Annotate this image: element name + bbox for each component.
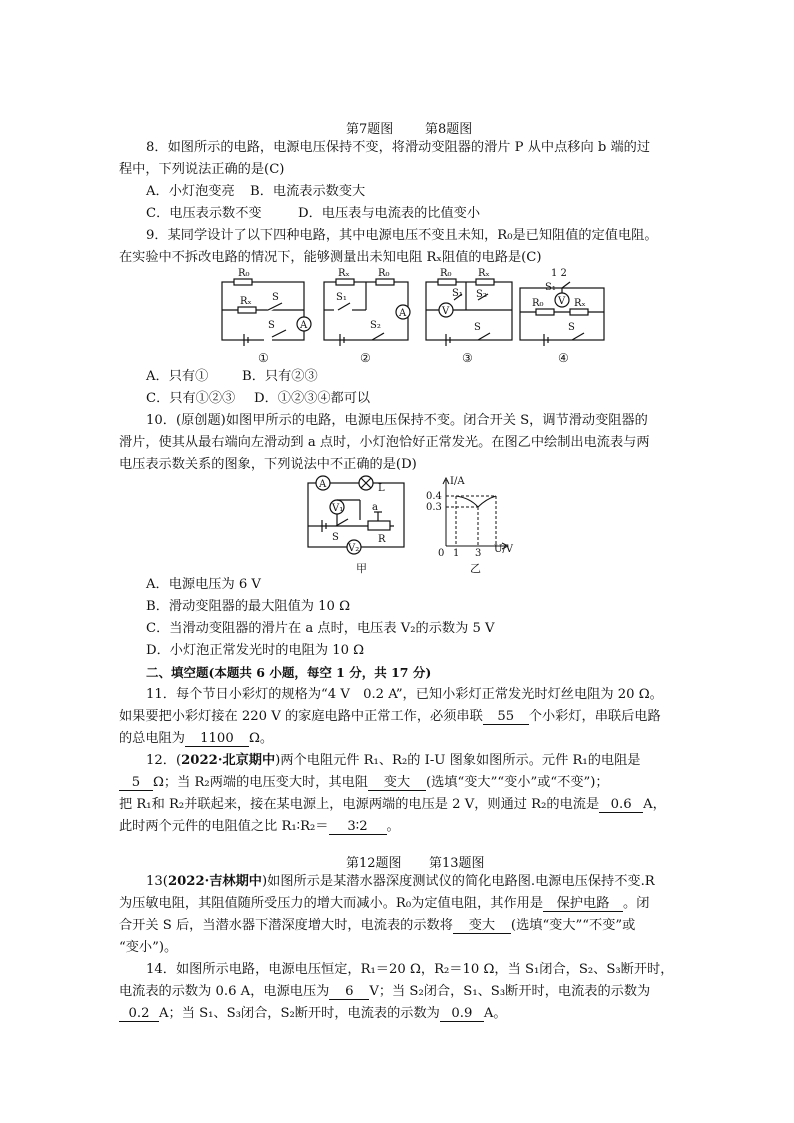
q10-line1: 10．(原创题)如图甲所示的电路，电源电压保持不变。闭合开关 S，调节滑动变阻器的 <box>146 413 648 428</box>
q14-text-b: V；当 S₂闭合，S₁、S₃断开时，电流表的示数为 <box>369 984 651 999</box>
q11-text-d: Ω。 <box>248 731 274 746</box>
q12-source: 2022·北京期中 <box>181 753 276 768</box>
q14-text-c: A；当 S₁、S₃闭合，S₂断开时，电流表的示数为 <box>159 1006 440 1021</box>
q13-line3 <box>119 917 635 935</box>
graph-x-tick-1: 1 <box>453 548 460 559</box>
c2-r0-label: R₀ <box>378 268 390 279</box>
graph-y-tick-04: 0.4 <box>426 491 442 502</box>
q12-line4 <box>119 818 400 836</box>
q10-v2-label: V₂ <box>348 543 360 554</box>
q10-fig-yi-caption: 乙 <box>470 562 481 575</box>
q13-text-d: 。闭 <box>623 896 650 911</box>
q11-text-c: 的总电阻为 <box>119 731 185 746</box>
q12-text-f: A， <box>643 797 666 812</box>
q10-option-b: B．滑动变阻器的最大阻值为 10 Ω <box>146 599 351 614</box>
fig7-caption: 第7题图 <box>346 122 394 137</box>
q13-text-a: 13( <box>146 874 168 889</box>
graph-origin: 0 <box>438 548 445 559</box>
c4-s1-label: S₁ <box>545 282 556 293</box>
c3-s1-label: S₁ <box>452 288 463 299</box>
circuit-1-number: ① <box>258 351 269 365</box>
q14-text-a: 电流表的示数为 0.6 A，电源电压为 <box>119 984 330 999</box>
q10-option-a: A．电源电压为 6 V <box>146 577 261 592</box>
q13-line2 <box>119 895 649 913</box>
c3-s-bot-label: S <box>474 322 481 333</box>
q8-option-d: D．电压表与电流表的比值变小 <box>298 206 481 221</box>
c3-meter-label: V <box>442 306 450 317</box>
q14-line1: 14．如图所示电路，电源电压恒定，R₁＝20 Ω，R₂＝10 Ω，当 S₁闭合，S₂、S₃断开时， <box>146 962 674 977</box>
q11-answer-1: 55 <box>483 709 529 725</box>
circuit-3-number: ③ <box>462 351 473 365</box>
q12-answer-3: 0.6 <box>599 797 643 813</box>
graph-curve-2 <box>478 496 496 507</box>
q9-line1: 9．某同学设计了以下四种电路，其中电源电压不变且未知，R₀是已知阻值的定值电阻。 <box>146 228 658 243</box>
q12-answer-1: 5 <box>119 775 153 791</box>
q13-line4: “变小”)。 <box>119 940 178 955</box>
graph-x-axis-label: U/V <box>494 544 514 555</box>
q10-v1-label: V₁ <box>332 503 344 514</box>
q14-line2 <box>119 983 650 1001</box>
q13-line1 <box>146 873 655 891</box>
q9-option-b: B．只有②③ <box>242 369 318 384</box>
q12-line1 <box>146 752 640 770</box>
section-2-heading: 二、填空题(本题共 6 小题，每空 1 分，共 17 分) <box>146 665 432 680</box>
q10-line3: 电压表示数关系的图象，下列说法中不正确的是(D) <box>119 457 417 472</box>
q9-line2: 在实验中不拆改电路的情况下，能够测量出未知电阻 Rₓ阻值的电路是(C) <box>119 250 542 265</box>
q13-text-e: 合开关 S 后，当潜水器下潜深度增大时，电流表的示数将 <box>119 918 453 933</box>
q12-line2 <box>119 774 609 792</box>
q11-text-a: 如果要把小彩灯接在 220 V 的家庭电路中正常工作，必须串联 <box>119 709 483 724</box>
q12-text-g: 此时两个元件的电阻值之比 R₁∶R₂＝ <box>119 819 329 834</box>
q13-text-c: 为压敏电阻，其阻值随所受压力的增大而减小。R₀为定值电阻，其作用是 <box>119 896 544 911</box>
c1-meter-label: A <box>300 320 308 331</box>
c2-rx-label: Rₓ <box>338 268 350 279</box>
q14-answer-1: 6 <box>329 984 369 1000</box>
q12-text-c: Ω；当 R₂两端的电压变大时，其电阻 <box>153 775 368 790</box>
q14-text-d: A。 <box>483 1006 507 1021</box>
q9-option-d: D．①②③④都可以 <box>254 391 371 406</box>
c4-r0-label: R₀ <box>532 298 544 309</box>
q12-line3 <box>119 796 666 814</box>
q13-answer-2: 变大 <box>453 918 511 934</box>
q10-option-d: D．小灯泡正常发光时的电阻为 10 Ω <box>146 643 365 658</box>
q14-line3 <box>119 1005 507 1023</box>
q10-line2: 滑片，使其从最右端向左滑动到 a 点时，小灯泡恰好正常发光。在图乙中绘制出电流表与两 <box>119 435 650 450</box>
q10-ammeter-label: A <box>319 479 327 490</box>
q12-text-h: 。 <box>386 819 400 834</box>
q11-answer-2: 1100 <box>185 731 249 747</box>
c3-s2-label: S₂ <box>476 289 487 300</box>
q8-option-a: A．小灯泡变亮 <box>146 184 235 199</box>
c1-r0-label: R₀ <box>238 268 250 279</box>
q12-answer-4: 3∶2 <box>329 819 387 835</box>
q8-option-c: C．电压表示数不变 <box>146 206 262 221</box>
q12-text-b: )两个电阻元件 R₁、R₂的 I-U 图象如图所示。元件 R₁的电阻是 <box>275 753 641 768</box>
graph-curve-1 <box>456 496 478 507</box>
c4-position-label: 1 2 <box>551 268 567 279</box>
fig13-caption: 第13题图 <box>429 856 485 871</box>
fig8-caption: 第8题图 <box>425 122 473 137</box>
q12-text-d: (选填“变大”“变小”或“不变”)； <box>425 775 609 790</box>
q10-lamp-label: L <box>378 483 385 494</box>
q12-answer-2: 变大 <box>368 775 426 791</box>
q14-answer-3: 0.9 <box>440 1006 484 1022</box>
q14-answer-2: 0.2 <box>119 1006 159 1022</box>
q9-option-c: C．只有①②③ <box>146 391 236 406</box>
q10-fig-jia-caption: 甲 <box>356 562 367 575</box>
q8-line1: 8．如图所示的电路，电源电压保持不变，将滑动变阻器的滑片 P 从中点移向 b 端的过 <box>146 140 651 155</box>
q11-line3 <box>119 730 273 748</box>
c4-meter-label: V <box>558 296 566 307</box>
c2-meter-label: A <box>399 308 407 319</box>
q12-text-a: 12．( <box>146 753 182 768</box>
q11-text-b: 个小彩灯，串联后电路 <box>528 709 661 724</box>
q10-option-c: C．当滑动变阻器的滑片在 a 点时，电压表 V₂的示数为 5 V <box>146 621 495 636</box>
fig12-caption: 第12题图 <box>346 856 402 871</box>
q11-line2 <box>119 708 661 726</box>
graph-y-tick-03: 0.3 <box>426 502 442 513</box>
q8-line2: 程中，下列说法正确的是(C) <box>119 162 285 177</box>
c2-s2-label: S₂ <box>370 320 381 331</box>
circuit-2-number: ② <box>360 351 371 365</box>
graph-y-axis-label: I/A <box>450 476 465 487</box>
c1-s-bot-label: S <box>268 320 275 331</box>
graph-x-tick-3: 3 <box>475 548 482 559</box>
c4-s-bot-label: S <box>568 322 575 333</box>
q12-text-e: 把 R₁和 R₂并联起来，接在某电源上，电源两端的电压是 2 V，则通过 R₂的电流是 <box>119 797 600 812</box>
q10-switch-label: S <box>332 532 339 543</box>
c3-r0-label: R₀ <box>440 268 452 279</box>
q9-option-a: A．只有① <box>146 369 209 384</box>
c1-rx-label: Rₓ <box>240 296 252 307</box>
q13-source: 2022·吉林期中 <box>167 874 262 889</box>
q13-text-b: )如图所示是某潜水器深度测试仪的简化电路图.电源电压保持不变.R <box>261 874 655 889</box>
c3-rx-label: Rₓ <box>478 268 490 279</box>
c4-rx-label: Rₓ <box>574 298 586 309</box>
q10-graph <box>443 478 508 549</box>
q13-answer-1: 保护电路 <box>543 896 623 912</box>
q10-point-a-label: a <box>372 502 378 513</box>
q8-option-b: B．电流表示数变大 <box>250 184 366 199</box>
q11-line1: 11．每个节日小彩灯的规格为“4 V 0.2 A”，已知小彩灯正常发光时灯丝电阻为 20 Ω。 <box>146 687 663 702</box>
c1-s-mid-label: S <box>272 292 279 303</box>
q13-text-f: (选填“变大”“不变”或 <box>510 918 636 933</box>
c2-s1-label: S₁ <box>336 292 347 303</box>
circuit-4-number: ④ <box>558 351 569 365</box>
q10-rheostat-label: R <box>378 534 386 545</box>
